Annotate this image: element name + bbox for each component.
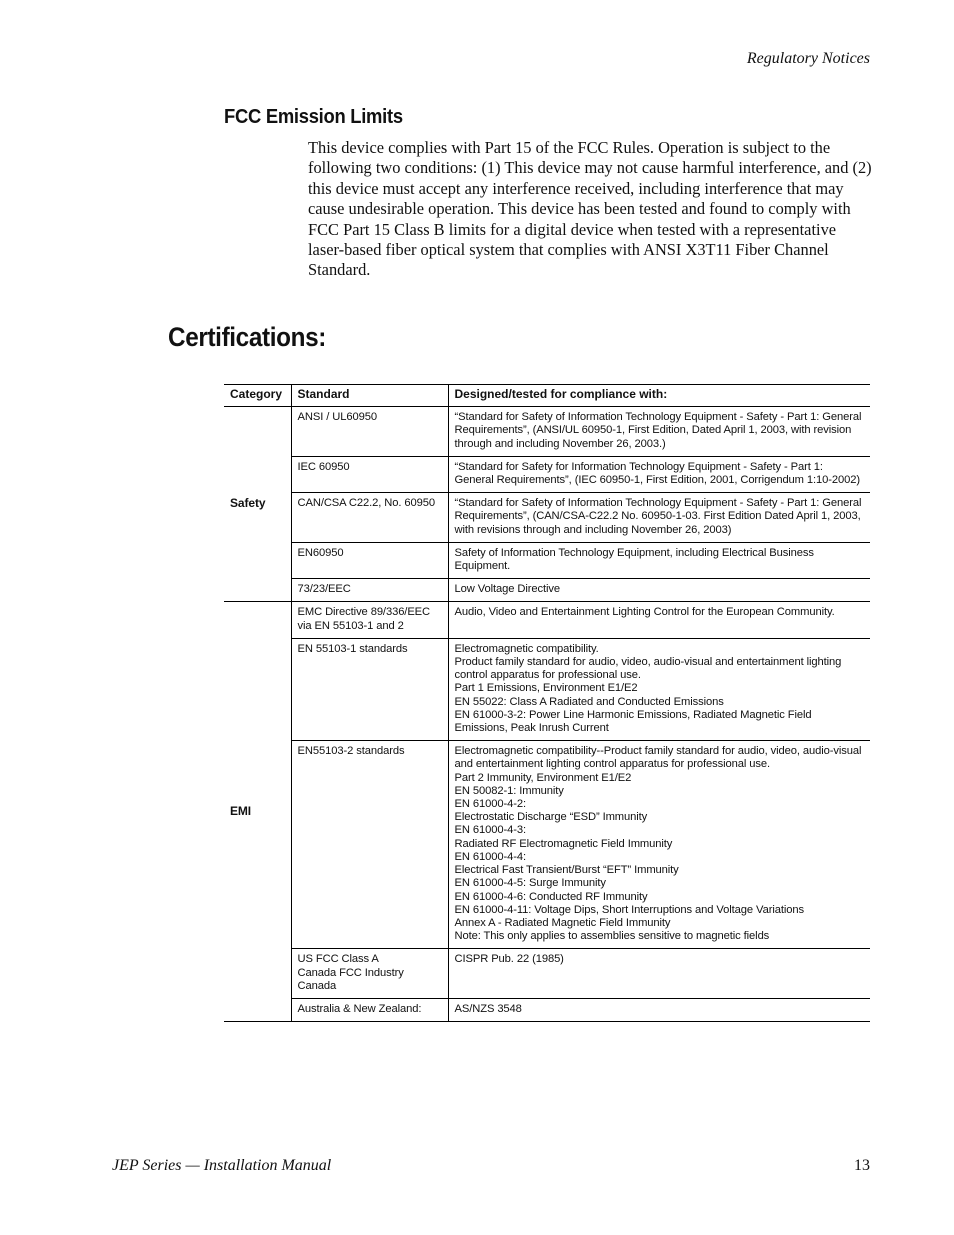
compliance-text: Low Voltage Directive bbox=[454, 583, 560, 596]
compliance-cell bbox=[448, 407, 870, 457]
table-row bbox=[224, 638, 870, 740]
running-header: Regulatory Notices bbox=[746, 50, 870, 67]
table-row bbox=[224, 493, 870, 543]
compliance-text: “Standard for Safety of Information Technology Equipment - Safety - Part 1: General Requirements”, (ANSI/UL 60950-1, First Edition, Dated April 1, 2003, with revision through and including November 26, 2003.) bbox=[454, 411, 862, 450]
compliance-text: Part 2 Immunity, Environment E1/E2 bbox=[454, 771, 632, 784]
compliance-text: EN 61000-4-11: Voltage Dips, Short Interruptions and Voltage Variations bbox=[454, 903, 804, 916]
fcc-section-heading: FCC Emission Limits bbox=[224, 106, 403, 128]
table-header-row bbox=[224, 385, 870, 407]
compliance-cell bbox=[448, 949, 870, 999]
fcc-paragraph: This device complies with Part 15 of the FCC Rules. Operation is subject to the following two conditions: (1) This device may not cause harmful interference, and (2) this device must accept any interference received, including interference that may cause undesirable operation. This device has been tested and found to comply with FCC Part 15 Class B limits for a digital device when tested with a representative laser-based fiber optical system that complies with ANSI X3T11 Fiber Channel Standard. bbox=[308, 138, 872, 280]
standard-cell bbox=[291, 741, 448, 949]
compliance-cell bbox=[448, 741, 870, 949]
column-header-compliance: Designed/tested for compliance with: bbox=[448, 385, 870, 407]
compliance-text: Part 1 Emissions, Environment E1/E2 bbox=[454, 682, 638, 695]
table-row bbox=[224, 949, 870, 999]
certifications-table bbox=[224, 384, 870, 1022]
compliance-text: Electrical Fast Transient/Burst “EFT” Immunity bbox=[454, 864, 679, 877]
compliance-text: EN 61000-4-2: bbox=[454, 798, 526, 811]
compliance-text: Electromagnetic compatibility--Product family standard for audio, video, audio-visual and entertainment lighting control apparatus for professional use. bbox=[454, 745, 862, 771]
compliance-text: “Standard for Safety for Information Technology Equipment - Safety - Part 1: General Requirements”, (IEC 60950-1, First Edition, 2001, Corrigendum 1:10-2002) bbox=[454, 460, 861, 487]
compliance-text: Annex A - Radiated Magnetic Field Immunity bbox=[454, 916, 671, 929]
column-header-category: Category bbox=[224, 385, 291, 407]
compliance-cell bbox=[448, 638, 870, 740]
compliance-text: Product family standard for audio, video, audio-visual and entertainment lighting control apparatus for professional use. bbox=[454, 656, 842, 682]
compliance-text: EN 55022: Class A Radiated and Conducted Emissions bbox=[454, 695, 724, 708]
compliance-text: Note: This only applies to assemblies sensitive to magnetic fields bbox=[454, 930, 770, 943]
standard-text: 73/23/EEC bbox=[297, 583, 351, 596]
standard-text: EN 55103-1 standards bbox=[297, 642, 408, 655]
standard-text: Canada FCC Industry Canada bbox=[297, 966, 404, 992]
table-row bbox=[224, 407, 870, 457]
standard-text: EN55103-2 standards bbox=[297, 745, 405, 758]
category-cell: EMI bbox=[224, 602, 291, 1022]
standard-cell bbox=[291, 542, 448, 578]
standard-text: IEC 60950 bbox=[297, 460, 350, 473]
compliance-text: Audio, Video and Entertainment Lighting Control for the European Community. bbox=[454, 606, 835, 619]
compliance-text: Radiated RF Electromagnetic Field Immunity bbox=[454, 837, 673, 850]
compliance-cell bbox=[448, 579, 870, 602]
compliance-text: AS/NZS 3548 bbox=[454, 1002, 522, 1015]
compliance-cell bbox=[448, 493, 870, 543]
compliance-cell bbox=[448, 456, 870, 492]
compliance-cell bbox=[448, 542, 870, 578]
standard-cell bbox=[291, 456, 448, 492]
compliance-text: Electromagnetic compatibility. bbox=[454, 642, 599, 655]
compliance-text: EN 61000-4-5: Surge Immunity bbox=[454, 877, 606, 890]
standard-cell bbox=[291, 602, 448, 638]
category-cell: Safety bbox=[224, 407, 291, 602]
standard-cell bbox=[291, 638, 448, 740]
compliance-cell bbox=[448, 998, 870, 1021]
compliance-text: EN 61000-4-3: bbox=[454, 824, 526, 837]
compliance-text: EN 61000-4-6: Conducted RF Immunity bbox=[454, 890, 648, 903]
standard-cell bbox=[291, 998, 448, 1021]
table-row bbox=[224, 741, 870, 949]
table-row bbox=[224, 998, 870, 1021]
compliance-text: Electrostatic Discharge “ESD” Immunity bbox=[454, 811, 648, 824]
standard-text: ANSI / UL60950 bbox=[297, 411, 377, 424]
compliance-text: CISPR Pub. 22 (1985) bbox=[454, 953, 564, 966]
compliance-text: EN 61000-4-4: bbox=[454, 850, 526, 863]
standard-text: EN60950 bbox=[297, 546, 344, 559]
standard-cell bbox=[291, 407, 448, 457]
standard-text: CAN/CSA C22.2, No. 60950 bbox=[297, 497, 436, 510]
standard-text: US FCC Class A bbox=[297, 953, 379, 966]
compliance-text: “Standard for Safety of Information Technology Equipment - Safety - Part 1: General Requirements”, (CAN/CSA-C22.2 No. 60950-1-03. First Edition Dated April 1, 2003, with revisions through and including November 26, 2003) bbox=[454, 497, 862, 536]
standard-text: Australia & New Zealand: bbox=[297, 1002, 422, 1015]
footer-manual-title: JEP Series — Installation Manual bbox=[112, 1157, 332, 1174]
standard-cell bbox=[291, 493, 448, 543]
compliance-cell bbox=[448, 602, 870, 638]
compliance-text: Safety of Information Technology Equipment, including Electrical Business Equipment. bbox=[454, 546, 814, 573]
column-header-standard: Standard bbox=[291, 385, 448, 407]
standard-cell bbox=[291, 949, 448, 999]
standard-cell bbox=[291, 579, 448, 602]
certifications-table-body bbox=[224, 407, 870, 1022]
table-row bbox=[224, 602, 870, 638]
table-row bbox=[224, 456, 870, 492]
standard-text: EMC Directive 89/336/EEC via EN 55103-1 and 2 bbox=[297, 606, 431, 632]
table-row bbox=[224, 579, 870, 602]
certifications-heading: Certifications: bbox=[168, 322, 326, 352]
compliance-text: EN 50082-1: Immunity bbox=[454, 784, 564, 797]
footer-page-number: 13 bbox=[854, 1157, 870, 1174]
compliance-text: EN 61000-3-2: Power Line Harmonic Emissions, Radiated Magnetic Field Emissions, Peak Inrush Current bbox=[454, 708, 812, 735]
table-row bbox=[224, 542, 870, 578]
